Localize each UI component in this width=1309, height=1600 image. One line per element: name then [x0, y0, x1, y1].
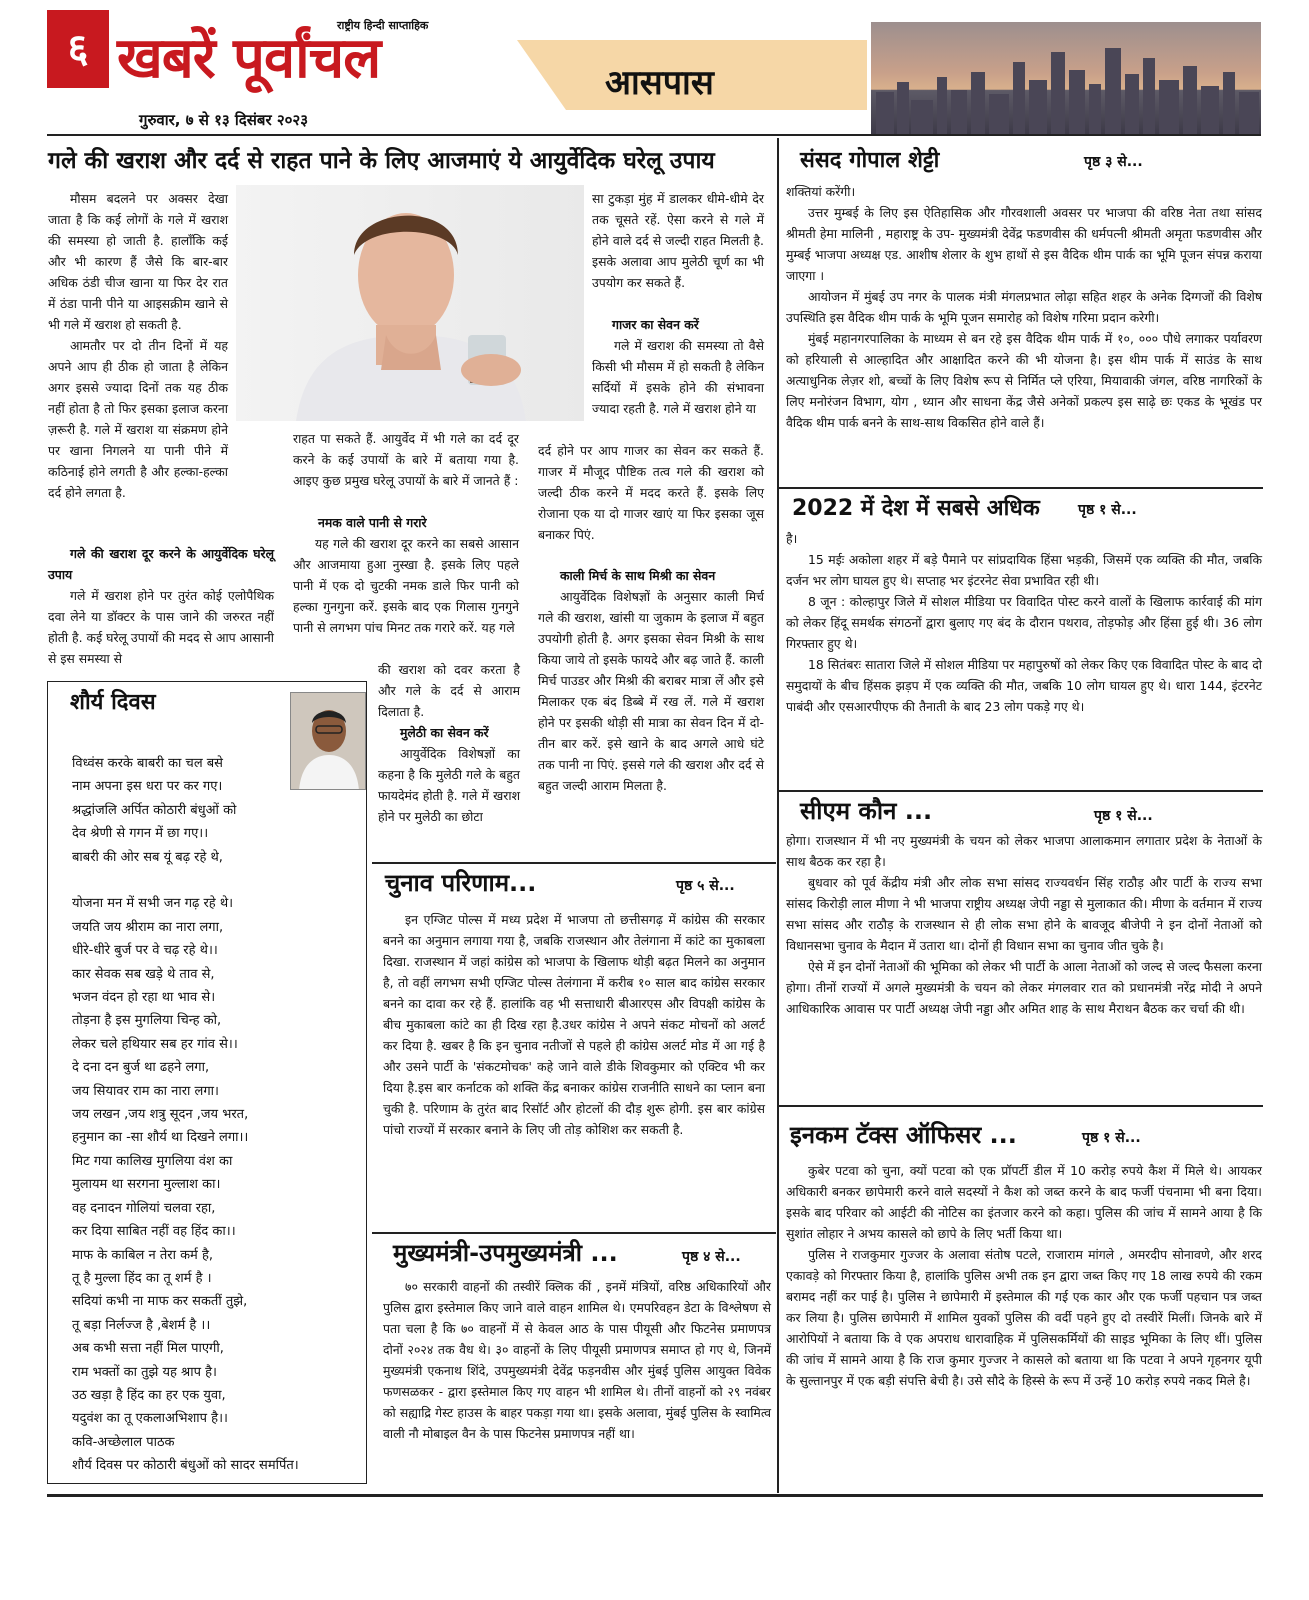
paragraph: होगा। राजस्थान में भी नए मुख्यमंत्री के चयन को लेकर भाजपा आलाकमान लगातार प्रदेश के नेताओं के साथ बैठक कर रहा है।: [786, 833, 1262, 869]
poem-line: हनुमान का -सा शौर्य था दिखने लगा।।: [72, 1130, 249, 1146]
paragraph: मौसम बदलने पर अक्सर देखा जाता है कि कई लोगों के गले में खराश की समस्या हो जाती है. हालाँकि कई और भी कारण हैं जैसे कि बार-बार अधिक ठंडी चीज खाना या फिर देर रात में ठंडा पानी पीने या आइसक्रीम खाने से भी गले में खराश हो सकती है.: [48, 191, 228, 332]
paragraph: गले में खराश की समस्या तो वैसे किसी भी मौसम में हो सकती है लेकिन सर्दियों में इसके होने की संभावना ज्यादा रहती है. गले में खराश होने या: [592, 338, 764, 416]
poem-line: कार सेवक सब खड़े थे ताव से,: [72, 966, 215, 982]
paragraph: मुंबई महानगरपालिका के माध्यम से बन रहे इस वैदिक थीम पार्क में १०, ००० पौधे लगाकर पर्यावरण को हरियाली से आल्हादित और आक्षादित करने की भी योजना है। इस थीम पार्क में साउंड के साथ अत्याधुनिक लेज़र शो, बच्चों के लिए विशेष रूप से निर्मित प्ले एरिया, मियावाकी जंगल, वरिष्ठ नागरिकों के लिए मनोरंजन विभाग, योग , ध्यान और साधना केंद्र जैसे अनेकों प्रकल्प इस साढ़े छः एकड के भूखंड पर वैदिक थीम पार्क बनने के साथ-साथ विकसित होने वाले हैं।: [786, 331, 1262, 430]
kaun-page-ref: पृष्ठ १ से...: [1094, 808, 1153, 824]
skyline-buildings: [871, 22, 1261, 134]
paragraph: पुलिस ने राजकुमार गुज्जर के अलावा संतोष पटले, राजाराम मांगले , अमरदीप सोनावणे, और शरद एकावड़े को गिरफ्तार किया है, हालांकि पुलिस अभी तक इन द्वारा जब्त किए गए 18 लाख रुपये की रकम बरामद नहीं कर पाई है। पुलिस ने छापेमारी में इस्तेमाल की गई एक कार और एक फर्जी पहचान पत्र जब्त कर लिया है। पुलिस छापेमारी में शामिल युवकों पुलिस की वर्दी पहने हुए दो तस्वीरें मिलीं। जिनके बारे में आरोपियों ने बताया कि वे एक अपराध धारावाहिक में पुलिसकर्मियों की साइड भूमिका के लिए थीं। पुलिस की जांच में सामने आया है कि राज कुमार गुज्जर ने कासले को बताया था कि पटवा ने अपने गृहनगर यूपी के सुल्तानपुर में एक बड़ी संपत्ति बेची है। उसे सौदे के हिस्से के रूप में उन्हें 10 करोड़ रुपये नकद मिले है।: [786, 1247, 1262, 1388]
page-number: ६: [67, 26, 89, 72]
throat-col2-p1b: [378, 659, 520, 722]
paragraph: उत्तर मुम्बई के लिए इस ऐतिहासिक और गौरवशाली अवसर पर भाजपा की वरिष्ठ नेता तथा सांसद श्रीमती हेमा मालिनी , महाराष्ट्र के उप- मुख्यमंत्री देवेंद्र फडणवीस की धर्मपत्नी श्रीमती अमृता फडणवीस और मुम्बई भाजपा अध्यक्ष एड. आशीष शेलार के शुभ हाथों से इस वैदिक थीम पार्क का भूमि पूजन संपन्न कराया जाएगा ।: [786, 205, 1262, 283]
man-with-sore-throat-illustration: [236, 185, 584, 421]
page-bottom-rule: [47, 1494, 1263, 1497]
poem-line: तोड़ना है इस मुगलिया चिन्ह को,: [72, 1013, 222, 1029]
throat-col2-p1: [293, 533, 519, 638]
paragraph: 18 सितंबरः सातारा जिले में सोशल मीडिया पर महापुरुषों को लेकर किए एक विवादित पोस्ट के बाद दो समुदायों के बीच हिंसक झड़प में एक व्यक्ति की मौत, जबकि 10 लोग घायल हुए थे। धारा 144, इंटरनेट पाबंदी और एसआरपीएफ की तैनाती के बाद 23 लोग पकड़े गए थे।: [786, 657, 1262, 714]
throat-col1-subhead: गले की खराश दूर करने के आयुर्वेदिक घरेलू उपाय: [48, 546, 274, 582]
kaun-title: सीएम कौन ...: [800, 797, 933, 825]
poem-line: मिट गया कालिख मुगलिया वंश का: [72, 1153, 233, 1169]
poem-title: शौर्य दिवस: [70, 690, 156, 715]
poem-line: देव श्रेणी से गगन में छा गए।।: [72, 826, 209, 842]
masthead: [47, 10, 1261, 134]
throat-headline: गले की खराश और दर्द से राहत पाने के लिए आजमाएं ये आयुर्वेदिक घरेलू उपाय: [48, 148, 715, 174]
poem-line: शौर्य दिवस पर कोठारी बंधुओं को सादर समर्पित।: [72, 1458, 299, 1474]
paragraph: शक्तियां करेंगी।: [786, 184, 856, 199]
desh-top-rule: [777, 487, 1263, 489]
boy-photo: [236, 185, 584, 421]
paragraph: राहत पा सकते हैं. आयुर्वेद में भी गले का दर्द दूर करने के कई उपायों के बारे में बताया गया है. आइए कुछ प्रमुख घरेलू उपायों के बारे में जानते हैं :: [293, 431, 519, 488]
throat-col2-subhead-2: मुलेठी का सेवन करें: [400, 725, 489, 740]
sansad-body: [786, 181, 1262, 433]
paragraph: है।: [786, 531, 798, 546]
paragraph: यह गले की खराश दूर करने का सबसे आसान और आजमाया हुआ नुस्खा है. इसके लिए पहले पानी में एक दो चुटकी नमक डाले फिर पानी को हल्का गुनगुना करें. इसके बाद एक गिलास गुनगुने पानी से लगभग पांच मिनट तक गरारे करें. यह गले: [293, 536, 519, 635]
poem-line: मुलायम था सरगना मुल्लाश का।: [72, 1177, 221, 1193]
kaun-top-rule: [777, 790, 1263, 792]
paragraph: कुबेर पटवा को चुना, क्यों पटवा को एक प्रॉपर्टी डील में 10 करोड़ रुपये कैश में मिले थे। आयकर अधिकारी बनकर छापेमारी करने वाले सदस्यों ने कैश को जब्त करने के बाद फर्जी पंचनामा भी बना दिया। इसके बाद परिवार को आईटी की नोटिस का इंतजार करने को कहा। पुलिस की जांच में सामने आया है कि सुशांत लोहार ने अभय कासले को छापे के लिए भर्ती किया था।: [786, 1163, 1262, 1241]
cm-title: मुख्यमंत्री-उपमुख्यमंत्री ...: [393, 1239, 618, 1267]
paragraph: आयुर्वेदिक विशेषज्ञों के अनुसार काली मिर्च गले की खराश, खांसी या जुकाम के इलाज में बहुत उपयोगी होती है. अगर इसका सेवन मिश्री के साथ किया जाये तो इसके फायदे और बढ़ जाते हैं. काली मिर्च पाउडर और मिश्री की बराबर मात्रा लें और इसे मिलाकर एक बंद डिब्बे में रख लें. गले में खराश होने पर इसकी थोड़ी सी मात्रा का सेवन दिन में दो-तीन बार करें. इसे खाने के बाद अगले आधे घंटे तक पानी ना पिएं. इससे गले की खराश और दर्द से बहुत जल्दी आराम मिलता है.: [538, 589, 764, 793]
masthead-title: खबरें पूर्वांचल: [117, 25, 381, 91]
column-divider: [777, 138, 779, 1493]
skyline-image: [871, 22, 1261, 134]
paragraph: बुधवार को पूर्व केंद्रीय मंत्री और लोक सभा सांसद राज्यवर्धन सिंह राठौड़ और पार्टी के राज्य सभा सांसद किरोड़ी लाल मीणा ने भी भाजपा राष्ट्रीय अध्यक्ष जेपी नड्डा से मुलाकात की। मीणा के वर्तमान में राज्य सभा सांसद और राठौड़ के राजस्थान से ही लोक सभा होने के बावजूद बीजेपी ने इन दोनों नेताओं को विधानसभा चुनाव के मैदान में उतारा था। दोनों ही विधान सभा का चुनाव जीत चुके है।: [786, 875, 1262, 953]
page-number-block: [47, 10, 109, 88]
poem-line: नाम अपना इस धरा पर कर गए।: [72, 779, 223, 795]
poem-line: दे दना दन बुर्ज था ढहने लगा,: [72, 1060, 210, 1076]
poem-lines: [72, 752, 362, 1478]
paragraph: 15 मईः अकोला शहर में बड़े पैमाने पर सांप्रदायिक हिंसा भड़की, जिसमें एक व्यक्ति की मौत, जबकि दर्जन भर लोग घायल हुए थे। सप्ताह भर इंटरनेट सेवा प्रभावित रही थी।: [786, 552, 1262, 588]
desh-page-ref: पृष्ठ १ से...: [1078, 502, 1137, 518]
section-title: आसपास: [605, 63, 714, 103]
income-page-ref: पृष्ठ १ से...: [1082, 1130, 1141, 1146]
poem-line: माफ के काबिल न तेरा कर्म है,: [72, 1247, 213, 1263]
poem-line: धीरे-धीरे बुर्ज पर वे चढ़ रहे थे।।: [72, 943, 218, 959]
desh-body: [786, 528, 1262, 717]
paragraph: गले में खराश होने पर तुरंत कोई एलोपैथिक दवा लेने या डॉक्टर के पास जाने की जरुरत नहीं होती है. कई घरेलू उपायों की मदद से आप आसानी से इस समस्या से: [48, 588, 274, 666]
paragraph: दर्द होने पर आप गाजर का सेवन कर सकते हैं. गाजर में मौजूद पौष्टिक तत्व गले की खराश को जल्दी ठीक करने में मदद करते हैं. इसके लिए रोजाना एक या दो गाजर खाएं या फिर इसका जूस बनाकर पिएं.: [538, 443, 764, 542]
paragraph: आयुर्वेदिक विशेषज्ञों का कहना है कि मुलेठी गले के बहुत फायदेमंद होती है. गले में खराश होने पर मुलेठी का छोटा: [378, 746, 520, 824]
throat-col1-tail: [48, 585, 274, 669]
poem-line: विध्वंस करके बाबरी का चल बसे: [72, 756, 223, 771]
poem-line: कर दिया साबित नहीं वह हिंद का।।: [72, 1224, 236, 1240]
income-top-rule: [777, 1105, 1263, 1107]
poem-line: कवि-अच्छेलाल पाठक: [72, 1434, 175, 1450]
poem-line: जय लखन ,जय शत्रु सूदन ,जय भरत,: [72, 1107, 249, 1123]
throat-col3-top: [592, 188, 764, 293]
poem-line: लेकर चले हथियार सब हर गांव से।।: [72, 1036, 238, 1052]
poem-line: बाबरी की ओर सब यूं बढ़ रहे थे,: [72, 849, 223, 865]
poem-line: वह दनादन गोलियां चलवा रहा,: [72, 1200, 216, 1216]
chunav-page-ref: पृष्ठ ५ से...: [676, 878, 735, 894]
throat-col3-p2: [538, 586, 764, 796]
poem-line: यदुवंश का तू एकलाअभिशाप है।।: [72, 1411, 228, 1427]
poem-line: [72, 869, 362, 892]
chunav-body: [383, 909, 765, 1140]
poem-line: राम भक्तों का तुझे यह श्राप है।: [72, 1364, 217, 1380]
chunav-top-rule: [372, 862, 776, 864]
poem-line: अब कभी सत्ता नहीं मिल पाएगी,: [72, 1341, 224, 1357]
paragraph: इन एग्जिट पोल्स में मध्य प्रदेश में भाजपा तो छत्तीसगढ़ में कांग्रेस की सरकार बनने का अनुमान लगाया गया है, जबकि राजस्थान और तेलंगाना में कांटे का मुकाबला दिखा. राजस्थान में जहां कांग्रेस को भाजपा के खिलाफ थोड़ी बढ़त मिलने का अनुमान है, तो वहीं लगभग सभी एग्जिट पोल्स तेलंगाना में करीब १० साल बाद कांग्रेस सरकार बनने का दावा कर रहे हैं. हालांकि वह भी सत्ताधारी बीआरएस और विपक्षी कांग्रेस के बीच मुकाबला कांटे का ही दिख रहा है.उधर कांग्रेस ने अपने संकट मोचनों को अलर्ट कर दिया है. खबर है कि इन चुनाव नतीजों से पहले ही कांग्रेस अलर्ट मोड में आ गई है और उसने पार्टी के 'संकटमोचक' कहे जाने वाले डीके शिवकुमार को एक्टिव भी कर दिया है.इस बार कर्नाटक को शक्ति केंद्र बनाकर कांग्रेस राजनीति साधने का प्लान बना चुकी है. परिणाम के तुरंत बाद रिसॉर्ट और होटलों की दौड़ शुरू होगी. इस बार कांग्रेस पांचो राज्यों में सरकार बनाने के लिए जी तोड़ कोशिश कर सकती है.: [383, 912, 765, 1137]
throat-col2-p2: [378, 743, 520, 827]
paragraph: ऐसे में इन दोनों नेताओं की भूमिका को लेकर भी पार्टी के आला नेताओं को जल्द से जल्द फैसला करना होगा। तीनों राज्यों में अगले मुख्यमंत्री के चयन को लेकर मंगलवार रात को प्रधानमंत्री नरेंद्र मोदी ने अपने आधिकारिक आवास पर पार्टी अध्यक्ष जेपी नड्डा और अमित शाह के साथ मैराथन बैठक कर चर्चा की थी।: [786, 959, 1262, 1016]
throat-col1: [48, 188, 228, 503]
masthead-tagline: राष्ट्रीय हिन्दी साप्ताहिक: [337, 19, 429, 32]
income-title: इनकम टॅक्स ऑफिसर ...: [790, 1121, 1017, 1149]
masthead-rule: [47, 134, 1261, 136]
desh-title: 2022 में देश में सबसे अधिक: [792, 496, 1040, 521]
poem-line: श्रद्धांजलि अर्पित कोठारी बंधुओं को: [72, 802, 237, 818]
poem-box: [47, 681, 367, 1484]
paragraph: आमतौर पर दो तीन दिनों में यह अपने आप ही ठीक हो जाता है लेकिन अगर इससे ज्यादा दिनों तक यह ठीक नहीं होता है तो फिर इसका इलाज करना ज़रूरी है. गले में खराश या संक्रमण होने पर खाना निगलने या पानी पीने में कठिनाई होने लगती है और हल्का-हल्का दर्द होने लगता है.: [48, 338, 228, 500]
income-body: [786, 1160, 1262, 1391]
throat-col3-subhead-2: काली मिर्च के साथ मिश्री का सेवन: [560, 568, 716, 583]
kaun-body: [786, 830, 1262, 1019]
cm-top-rule: [372, 1232, 776, 1234]
paragraph: सा टुकड़ा मुंह में डालकर धीमे-धीमे देर तक चूसते रहें. ऐसा करने से गले में होने वाले दर्द से जल्दी राहत मिलती है. इसके अलावा आप मुलेठी चूर्ण का भी उपयोग कर सकते हैं.: [592, 191, 764, 290]
throat-col3-p1: [592, 335, 764, 419]
throat-col3-subhead-1: गाजर का सेवन करें: [612, 317, 699, 332]
cm-body: [383, 1276, 771, 1444]
chunav-title: चुनाव परिणाम...: [385, 869, 537, 897]
throat-col3-p1b: [538, 440, 764, 545]
poem-line: जयति जय श्रीराम का नारा लगा,: [72, 919, 224, 935]
poem-line: तू है मुल्ला हिंद का तू शर्म है ।: [72, 1270, 212, 1286]
poem-line: भजन वंदन हो रहा था भाव से।: [72, 990, 216, 1006]
poem-line: सदियां कभी ना माफ कर सकतीं तुझे,: [72, 1294, 248, 1310]
cm-page-ref: पृष्ठ ४ से...: [682, 1249, 741, 1265]
paragraph: की खराश को दवर करता है और गले के दर्द से आराम दिलाता है.: [378, 662, 520, 719]
throat-col2-subhead-1: नमक वाले पानी से गरारे: [318, 515, 427, 530]
paragraph: आयोजन में मुंबई उप नगर के पालक मंत्री मंगलप्रभात लोढ़ा सहित शहर के अनेक दिग्गजों की विशेष उपस्थिति इस वैदिक थीम पार्क के भूमि पूजन समारोह को विशेष गरिमा प्रदान करेगी।: [786, 289, 1262, 325]
poem-line: जय सियावर राम का नारा लगा।: [72, 1083, 219, 1099]
paragraph: ७० सरकारी वाहनों की तस्वीरें क्लिक कीं , इनमें मंत्रियों, वरिष्ठ अधिकारियों और पुलिस द्वारा इस्तेमाल किए जाने वाले वाहन शामिल थे। एमपरिवहन डेटा के विश्लेषण से पता चला है कि ७० वाहनों में से केवल आठ के पास पीयूसी और फिटनेस प्रमाणपत्र दोनों २०२४ तक वैध थे। ३० वाहनों के लिए पीयूसी प्रमाणपत्र समाप्त हो गए थे, जिनमें मुख्यमंत्री एकनाथ शिंदे, उपमुख्यमंत्री देवेंद्र फड़नवीस और मुंबई पुलिस आयुक्त विवेक फणसळकर - द्वारा इस्तेमाल किए गए वाहन भी शामिल थे। तीनों वाहनों को २९ नवंबर को सह्याद्रि गेस्ट हाउस के बाहर पकड़ा गया था। इसके अलावा, मुंबई पुलिस के स्वामित्व वाली नौ मोबाइल वैन के पास फिटनेस प्रमाणपत्र नहीं था।: [383, 1279, 771, 1441]
paragraph: 8 जून : कोल्हापुर जिले में सोशल मीडिया पर विवादित पोस्ट करने वालों के खिलाफ कार्रवाई की मांग को लेकर हिंदू समर्थक संगठनों द्वारा बुलाए गए बंद के दौरान पथराव, तोड़फोड़ और हिंसा हुई थी। 36 लोग गिरफ्तार हुए थे।: [786, 594, 1262, 651]
sansad-title: संसद गोपाल शेट्टी: [800, 148, 940, 173]
sansad-page-ref: पृष्ठ ३ से...: [1084, 154, 1143, 170]
poem-line: योजना मन में सभी जन गढ़ रहे थे।: [72, 896, 234, 912]
poem-line: उठ खड़ा है हिंद का हर एक युवा,: [72, 1387, 226, 1403]
poem-line: तू बड़ा निर्लज्ज है ,बेशर्म है ।।: [72, 1317, 211, 1333]
masthead-date: गुरुवार, ७ से १३ दिसंबर २०२३: [139, 111, 309, 129]
throat-col2-top: [293, 428, 519, 491]
